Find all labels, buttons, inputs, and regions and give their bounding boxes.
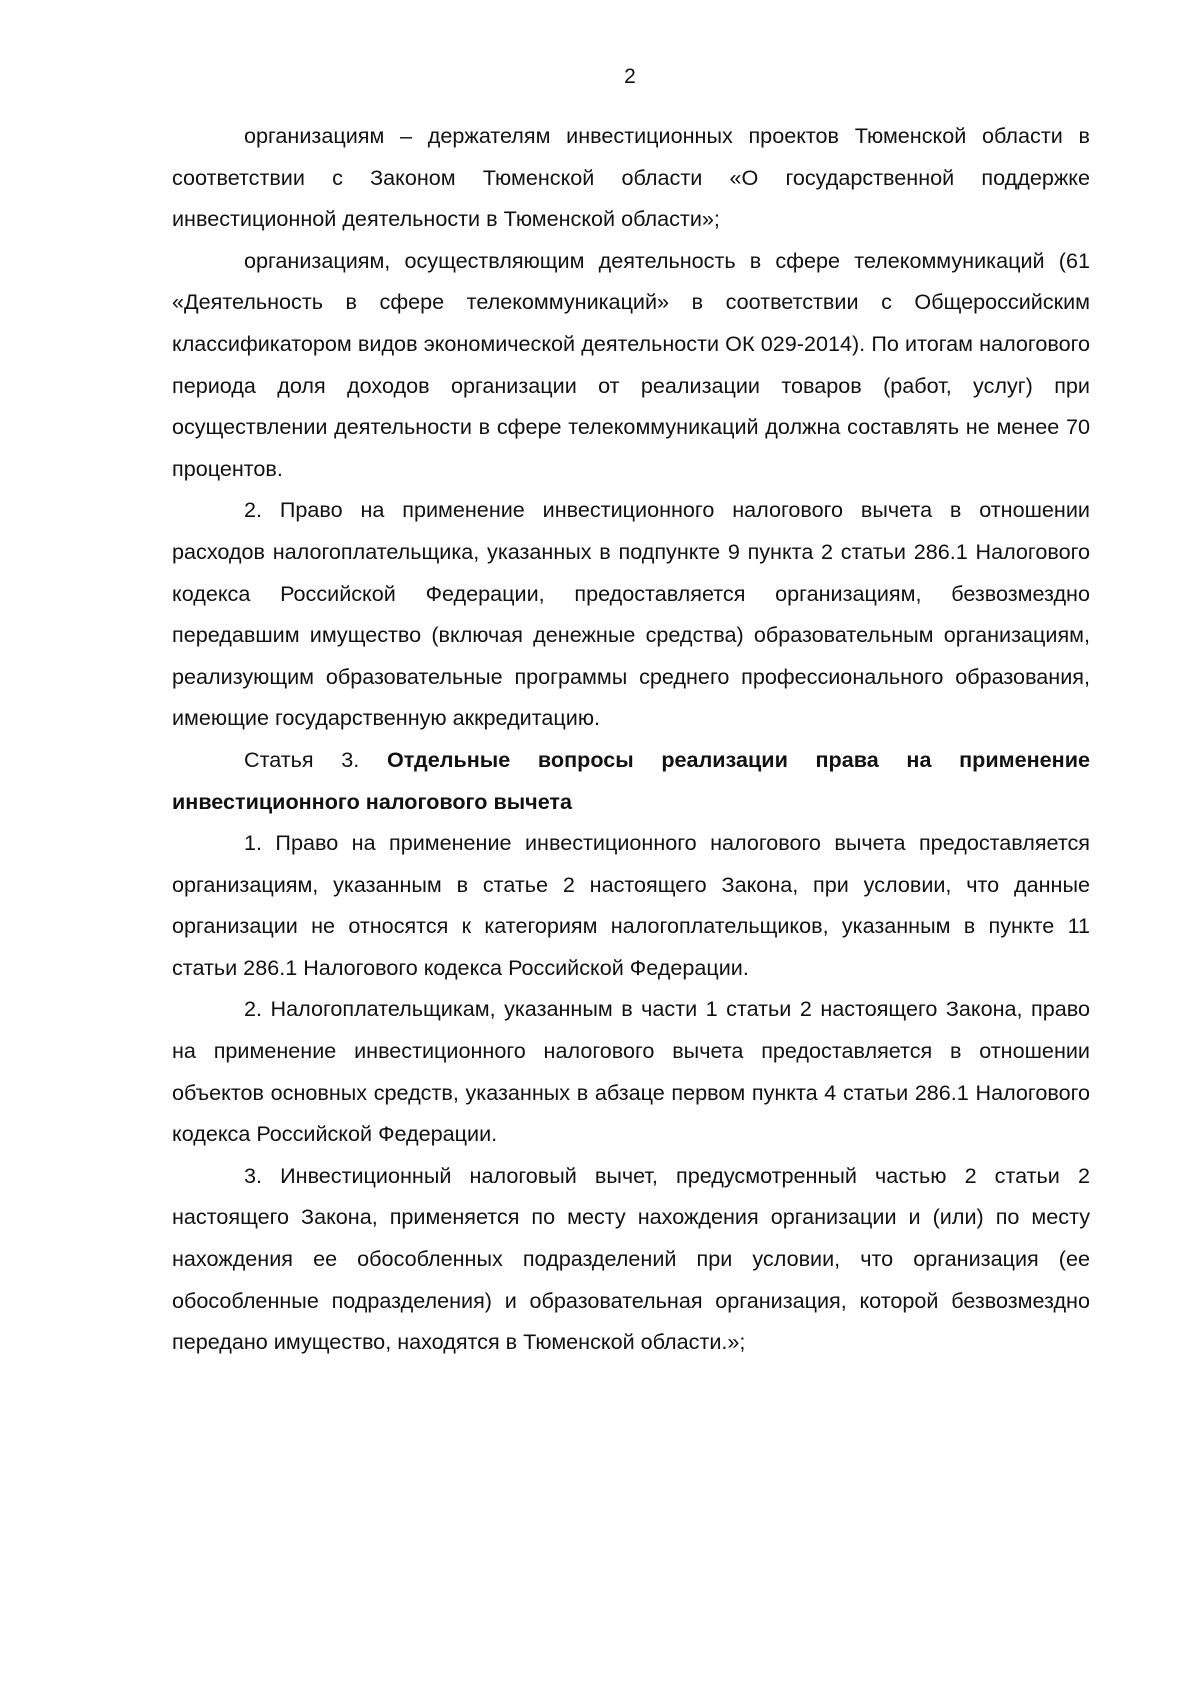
article-3-paragraph-3: 3. Инвестиционный налоговый вычет, предусмотренный частью 2 статьи 2 настоящего Закона, применяется по месту нахождения организации и (или) по месту нахождения ее обособленных подразделений при условии, что организация (ее обособленные подразделения) и образовательная организация, которой безвозмездно передано имущество, находятся в Тюменской области.»; bbox=[172, 1162, 1090, 1355]
paragraph-2-educational-donations: 2. Право на применение инвестиционного налогового вычета в отношении расходов налогоплательщика, указанных в подпункте 9 пункта 2 статьи 286.1 Налогового кодекса Российской Федерации, предоставляется организациям, безвозмездно передавшим имущество (включая денежные средства) образовательным организациям, реализующим образовательные программы среднего профессионального образования, имеющие государственную аккредитацию. bbox=[172, 497, 1090, 731]
article-3-prefix: Статья 3. bbox=[244, 746, 360, 772]
article-3-title: Отдельные вопросы реализации права на применение инвестиционного налогового вычета bbox=[172, 746, 1091, 814]
page-number: 2 bbox=[624, 65, 636, 88]
paragraph-telecom-organizations: организациям, осуществляющим деятельность в сфере телекоммуникаций (61 «Деятельность в сфере телекоммуникаций» в соответствии с Общероссийским классификатором видов экономической деятельности ОК 029-2014). По итогам налогового периода доля доходов организации от реализации товаров (работ, услуг) при осуществлении деятельности в сфере телекоммуникаций должна составлять не менее 70 процентов. bbox=[172, 247, 1090, 481]
article-3-paragraph-2: 2. Налогоплательщикам, указанным в части 1 статьи 2 настоящего Закона, право на применение инвестиционного налогового вычета предоставляется в отношении объектов основных средств, указанных в абзаце первом пункта 4 статьи 286.1 Налогового кодекса Российской Федерации. bbox=[172, 996, 1090, 1147]
paragraph-investment-project-holders: организациям – держателям инвестиционных проектов Тюменской области в соответствии с Законом Тюменской области «О государственной поддержке инвестиционной деятельности в Тюменской области»; bbox=[172, 123, 1090, 232]
article-3-heading bbox=[172, 739, 1090, 822]
article-3-paragraph-1: 1. Право на применение инвестиционного налогового вычета предоставляется организациям, указанным в статье 2 настоящего Закона, при условии, что данные организации не относятся к категориям налогоплательщиков, указанным в пункте 11 статьи 286.1 Налогового кодекса Российской Федерации. bbox=[172, 830, 1090, 980]
document-body bbox=[172, 115, 1090, 1363]
